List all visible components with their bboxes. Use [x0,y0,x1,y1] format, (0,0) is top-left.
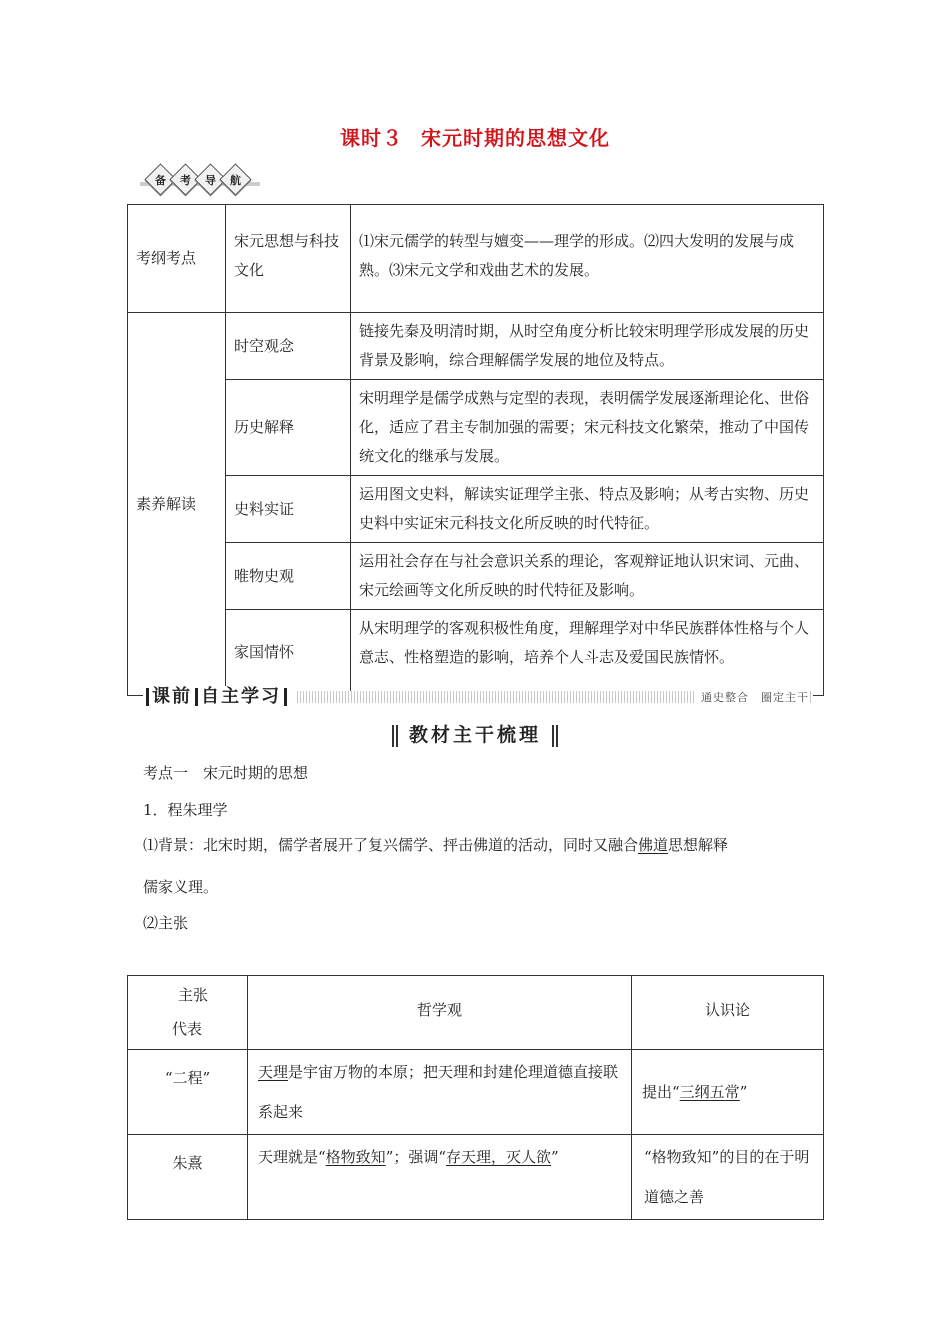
literacy-name: 家国情怀 [226,610,351,696]
literacy-text: 链接先秦及明清时期，从时空角度分析比较宋明理学形成发展的历史背景及影响，综合理解儒学发展的地位及特点。 [351,313,824,380]
representative: “二程” [128,1050,248,1135]
thought-table [127,975,824,1220]
table-row [128,205,824,313]
page-title: 课时３ 宋元时期的思想文化 [340,126,610,150]
table-row [128,313,824,380]
philosophy-cell: 天理就是“格物致知”；强调“存天理，灭人欲” [248,1135,632,1220]
literacy-text: 运用图文史料，解读实证理学主张、特点及影响；从考古实物、历史史料中实证宋元科技文化所反映的时代特征。 [351,476,824,543]
nav-badge-chip: 导 [195,164,227,196]
literacy-name: 唯物史观 [226,543,351,610]
epistemology-cell: 提出“三纲五常” [632,1050,824,1135]
table-row [128,1050,824,1135]
literacy-text: 宋明理学是儒学成熟与定型的表现，表明儒学发展逐渐理论化、世俗化，适应了君主专制加强的需要；宋元科技文化繁荣，推动了中国传统文化的继承与发展。 [351,380,824,476]
representative: 朱熹 [128,1135,248,1220]
header-top: 主张 [178,986,209,1004]
column-header: 哲学观 [248,976,632,1050]
background-line: ⑴背景：北宋时期，儒学者展开了复兴儒学、抨击佛道的活动，同时又融合佛道思想解释 [143,836,729,854]
background-line-cont: 儒家义理。 [143,878,219,896]
literacy-name: 历史解释 [226,380,351,476]
header-diagonal-cell [128,976,248,1050]
section-header-tagline: 通史整合 圈定主干 [695,689,809,705]
point-heading: 考点一 宋元时期的思想 [143,764,309,782]
nav-badge-chip: 备 [145,164,177,196]
epistemology-cell: “格物致知”的目的在于明道德之善 [632,1135,824,1220]
section-header [143,686,813,708]
nav-badge-chip: 考 [170,164,202,196]
literacy-text: 运用社会存在与社会意识关系的理论，客观辩证地认识宋词、元曲、宋元绘画等文化所反映的时代特征及影响。 [351,543,824,610]
section-header-label: 课前 自主学习 [143,686,296,708]
outline-row-label: 考纲考点 [128,205,226,313]
philosophy-cell: 天理是宇宙万物的本原；把天理和封建伦理道德直接联系起来 [248,1050,632,1135]
table-row [128,543,824,610]
subsection-header: 教材主干梳理 [0,720,950,747]
table-row [128,1135,824,1220]
table-row [128,380,824,476]
table-row [128,476,824,543]
nav-badge [146,165,246,193]
column-header: 认识论 [632,976,824,1050]
header-bottom: 代表 [172,1020,203,1038]
outline-content: ⑴宋元儒学的转型与嬗变——理学的形成。⑵四大发明的发展与成熟。⑶宋元文学和戏曲艺术的发展。 [351,205,824,313]
item-heading: 1．程朱理学 [143,801,228,819]
outline-group-label: 素养解读 [128,313,226,696]
outline-topic: 宋元思想与科技文化 [226,205,351,313]
table-row [128,976,824,1050]
outline-table [127,204,824,696]
table-row [128,610,824,696]
literacy-text: 从宋明理学的客观积极性角度，理解理学对中华民族群体性格与个人意志、性格塑造的影响，培养个人斗志及爱国民族情怀。 [351,610,824,696]
nav-badge-chip: 航 [220,164,252,196]
item-subheading: ⑵主张 [143,914,189,932]
literacy-name: 史料实证 [226,476,351,543]
literacy-name: 时空观念 [226,313,351,380]
